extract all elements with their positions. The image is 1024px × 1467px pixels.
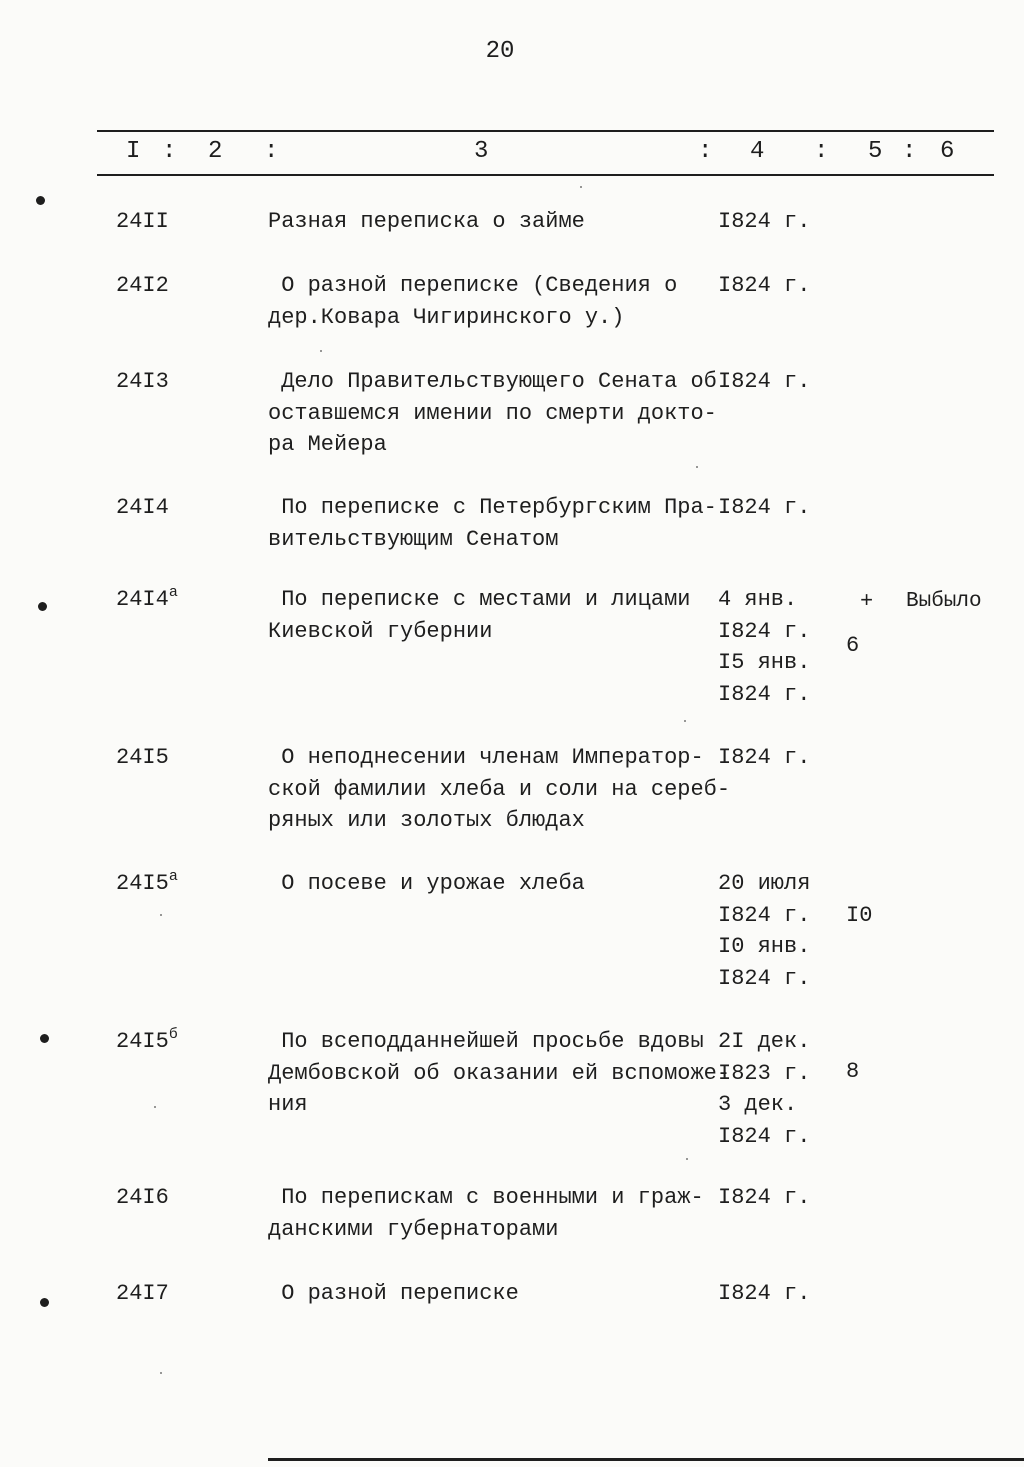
scan-speck — [580, 186, 582, 188]
record-number — [116, 1182, 169, 1214]
header-separator: : — [698, 138, 713, 165]
record-number-text: 24I4 — [116, 495, 169, 520]
scan-speck — [686, 1158, 688, 1160]
record-title-line: Дембовской об оказании ей вспоможе- — [268, 1060, 731, 1086]
scan-speck — [154, 1106, 156, 1108]
header-col-1: I — [126, 138, 141, 165]
record-date-line: I5 янв. — [718, 650, 811, 675]
record-title-line: ния — [268, 1092, 308, 1117]
record-number — [116, 366, 169, 398]
record-title-line: данскими губернаторами — [268, 1216, 559, 1242]
record-title-line: По переписке с местами и лицами — [268, 587, 691, 612]
record-title-line: ряных или золотых блюдах — [268, 808, 585, 833]
record-date-line: 3 дек. — [718, 1092, 798, 1117]
record-date-line: I824 г. — [718, 745, 811, 770]
record-date-line: I824 г. — [718, 1123, 811, 1149]
record-date-line: I824 г. — [718, 965, 811, 991]
record-date-line: I824 г. — [718, 495, 811, 520]
record-number-text: 24I6 — [116, 1185, 169, 1210]
record-date-line: I824 г. — [718, 618, 811, 644]
record-number — [116, 1278, 169, 1310]
record-title-line: ра Мейера — [268, 432, 387, 457]
record-number-suffix: б — [168, 1026, 178, 1043]
record-number-text: 24I7 — [116, 1281, 169, 1306]
record-date-line: I824 г. — [718, 273, 811, 298]
record-date-line: I824 г. — [718, 902, 811, 928]
record-number — [116, 868, 178, 900]
header-separator: : — [264, 138, 279, 165]
binding-hole-mark — [40, 1034, 49, 1043]
header-top-rule — [97, 130, 994, 132]
scan-speck — [320, 350, 322, 352]
record-number-text: 24I5 — [116, 1029, 169, 1054]
header-col-3: 3 — [474, 138, 489, 165]
header-separator: : — [902, 138, 917, 165]
header-bottom-rule — [97, 174, 994, 176]
record-sheet-count: 8 — [846, 1059, 860, 1084]
footer-rule — [268, 1458, 1024, 1461]
binding-hole-mark — [40, 1298, 49, 1307]
record-title-line: О неподнесении членам Император- — [268, 745, 704, 770]
scan-speck — [684, 720, 686, 722]
header-separator: : — [162, 138, 177, 165]
record-title-line: Киевской губернии — [268, 618, 493, 644]
record-number-text: 24I5 — [116, 745, 169, 770]
record-number — [116, 206, 169, 238]
record-number-suffix: а — [168, 868, 178, 885]
record-title-line: дер.Ковара Чигиринского у.) — [268, 304, 625, 330]
record-title-line: По переписке с Петербургским Пра- — [268, 495, 717, 520]
record-date-line: 4 янв. — [718, 587, 798, 612]
record-number — [116, 270, 169, 302]
record-title-line: Разная переписка о займе — [268, 209, 585, 234]
record-title-line: оставшемся имении по смерти докто- — [268, 400, 717, 426]
record-title-line: По перепискам с военными и граж- — [268, 1185, 704, 1210]
binding-hole-mark — [36, 196, 45, 205]
record-title-line: По всеподданнейшей просьбе вдовы — [268, 1029, 704, 1054]
header-col-4: 4 — [750, 138, 765, 165]
record-date-line: I824 г. — [718, 1281, 811, 1306]
record-date-line: I824 г. — [718, 681, 811, 707]
record-number-suffix: а — [168, 584, 178, 601]
header-col-2: 2 — [208, 138, 223, 165]
header-separator: : — [814, 138, 829, 165]
record-title-line: ской фамилии хлеба и соли на сереб- — [268, 776, 731, 802]
record-number-text: 24I3 — [116, 369, 169, 394]
record-note: Выбыло — [906, 590, 982, 613]
record-number-text: 24II — [116, 209, 169, 234]
record-date-line: I824 г. — [718, 209, 811, 234]
record-title-line: О посеве и урожае хлеба — [268, 871, 585, 896]
record-number-text: 24I5 — [116, 871, 169, 896]
record-date-line: 20 июля — [718, 871, 811, 896]
scan-speck — [160, 914, 162, 916]
page-number: 20 — [485, 38, 515, 65]
record-date-line: I0 янв. — [718, 934, 811, 959]
record-number-text: 24I4 — [116, 587, 169, 612]
record-number — [116, 742, 169, 774]
record-number — [116, 492, 169, 524]
header-col-6: 6 — [940, 138, 955, 165]
header-col-5: 5 — [868, 138, 883, 165]
record-title-line: О разной переписке (Сведения о — [268, 273, 678, 298]
record-number — [116, 584, 178, 616]
handwritten-cross-mark: + — [860, 589, 874, 614]
record-date-line: I824 г. — [718, 1185, 811, 1210]
scan-speck — [696, 466, 698, 468]
binding-hole-mark — [38, 602, 47, 611]
record-sheet-count: 6 — [846, 633, 860, 658]
record-date-line: I823 г. — [718, 1060, 811, 1086]
record-title-line: Дело Правительствующего Сената об — [268, 369, 717, 394]
record-date-line: 2I дек. — [718, 1029, 811, 1054]
record-number — [116, 1026, 178, 1058]
record-title-line: вительствующим Сенатом — [268, 526, 559, 552]
record-title-line: О разной переписке — [268, 1281, 519, 1306]
scan-speck — [160, 1372, 162, 1374]
record-sheet-count: I0 — [846, 903, 873, 928]
record-number-text: 24I2 — [116, 273, 169, 298]
record-date-line: I824 г. — [718, 369, 811, 394]
